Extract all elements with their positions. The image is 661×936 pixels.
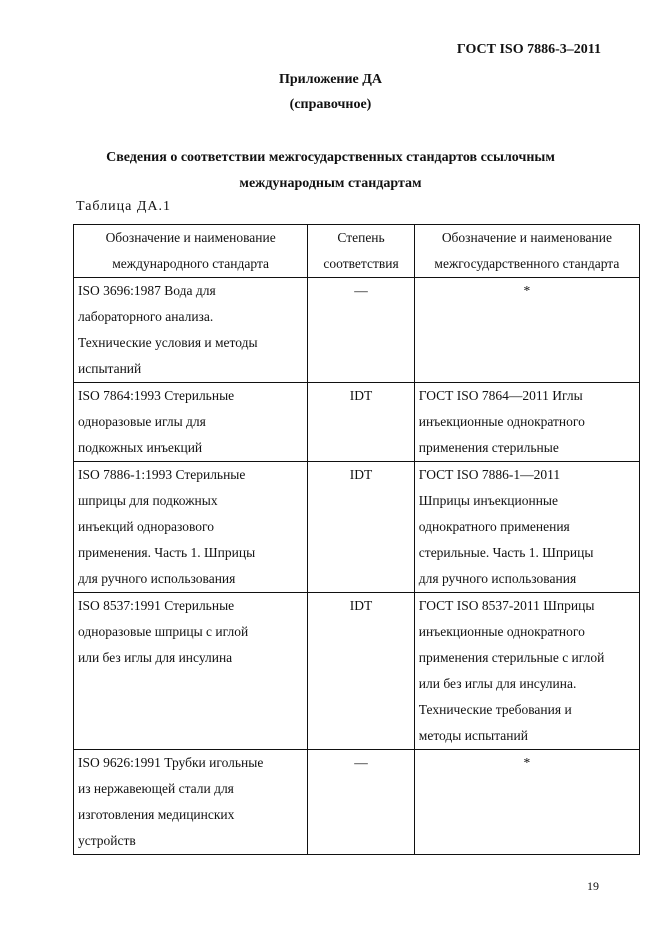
cell-degree: IDT bbox=[308, 383, 415, 462]
section-title-line: международным стандартам bbox=[239, 176, 422, 191]
cell-line: ISO 7886-1:1993 Стерильные bbox=[78, 467, 246, 482]
correspondence-table bbox=[73, 224, 640, 855]
cell-line: ISO 9626:1991 Трубки игольные bbox=[78, 755, 264, 770]
cell-line: Шприцы инъекционные bbox=[418, 493, 558, 508]
header-text: Обозначение и наименование bbox=[441, 230, 612, 245]
cell-line: применения. Часть 1. Шприцы bbox=[78, 545, 256, 560]
cell-line: ISO 7864:1993 Стерильные bbox=[78, 388, 235, 403]
cell-line: однократного применения bbox=[418, 519, 570, 534]
cell-interstate bbox=[414, 278, 639, 383]
table-row bbox=[74, 278, 640, 383]
cell-line: инъекционные однократного bbox=[418, 414, 585, 429]
header-text: Обозначение и наименование bbox=[105, 230, 276, 245]
cell-line: или без иглы для инсулина. bbox=[418, 676, 577, 691]
header-international-standard bbox=[74, 225, 308, 278]
cell-line: испытаний bbox=[78, 361, 142, 376]
cell-interstate bbox=[414, 383, 639, 462]
cell-interstate bbox=[414, 750, 639, 855]
cell-line: Технические требования и bbox=[418, 702, 572, 717]
cell-line: стерильные. Часть 1. Шприцы bbox=[418, 545, 594, 560]
table-row bbox=[74, 383, 640, 462]
cell-degree: — bbox=[308, 278, 415, 383]
header-text: Степень bbox=[337, 230, 385, 245]
cell-line: Технические условия и методы bbox=[78, 335, 258, 350]
cell-international bbox=[74, 383, 308, 462]
cell-line: шприцы для подкожных bbox=[78, 493, 218, 508]
header-text: международного стандарта bbox=[112, 256, 270, 271]
cell-international bbox=[74, 462, 308, 593]
page-number: 19 bbox=[587, 879, 599, 893]
cell-line: * bbox=[523, 755, 531, 770]
cell-line: ISO 3696:1987 Вода для bbox=[78, 283, 216, 298]
cell-degree: IDT bbox=[308, 462, 415, 593]
appendix-subtitle: (справочное) bbox=[289, 97, 372, 112]
cell-line: подкожных инъекций bbox=[78, 440, 203, 455]
cell-line: для ручного использования bbox=[78, 571, 236, 586]
cell-line: применения стерильные с иглой bbox=[418, 650, 605, 665]
cell-line: методы испытаний bbox=[418, 728, 528, 743]
standard-code: ГОСТ ISO 7886-3–2011 bbox=[456, 42, 601, 57]
header-text: соответствия bbox=[323, 256, 399, 271]
table-header-row bbox=[74, 225, 640, 278]
cell-line: лабораторного анализа. bbox=[78, 309, 214, 324]
cell-line: для ручного использования bbox=[418, 571, 577, 586]
header-degree bbox=[308, 225, 415, 278]
cell-degree: — bbox=[308, 750, 415, 855]
header-interstate-standard bbox=[414, 225, 639, 278]
cell-line: одноразовые иглы для bbox=[78, 414, 206, 429]
section-title-line: Сведения о соответствии межгосударственных стандартов ссылочным bbox=[106, 150, 555, 165]
cell-line: из нержавеющей стали для bbox=[78, 781, 234, 796]
cell-international bbox=[74, 750, 308, 855]
cell-line: ISO 8537:1991 Стерильные bbox=[78, 598, 235, 613]
cell-line: ГОСТ ISO 7886-1—2011 bbox=[418, 467, 561, 482]
cell-line: инъекций одноразового bbox=[78, 519, 214, 534]
cell-line: * bbox=[523, 283, 531, 298]
section-title bbox=[0, 145, 661, 197]
appendix-title: Приложение ДА bbox=[278, 72, 383, 87]
cell-line: изготовления медицинских bbox=[78, 807, 235, 822]
cell-line: ГОСТ ISO 7864—2011 Иглы bbox=[418, 388, 583, 403]
cell-line: инъекционные однократного bbox=[418, 624, 585, 639]
table-row bbox=[74, 750, 640, 855]
cell-line: устройств bbox=[78, 833, 136, 848]
cell-line: ГОСТ ISO 8537-2011 Шприцы bbox=[418, 598, 595, 613]
cell-interstate bbox=[414, 593, 639, 750]
cell-international bbox=[74, 593, 308, 750]
table-row bbox=[74, 462, 640, 593]
cell-degree: IDT bbox=[308, 593, 415, 750]
cell-line: одноразовые шприцы с иглой bbox=[78, 624, 249, 639]
cell-line: или без иглы для инсулина bbox=[78, 650, 233, 665]
cell-interstate bbox=[414, 462, 639, 593]
cell-international bbox=[74, 278, 308, 383]
table-row bbox=[74, 593, 640, 750]
header-text: межгосударственного стандарта bbox=[434, 256, 620, 271]
table-caption: Таблица ДА.1 bbox=[76, 199, 172, 214]
cell-line: применения стерильные bbox=[418, 440, 559, 455]
